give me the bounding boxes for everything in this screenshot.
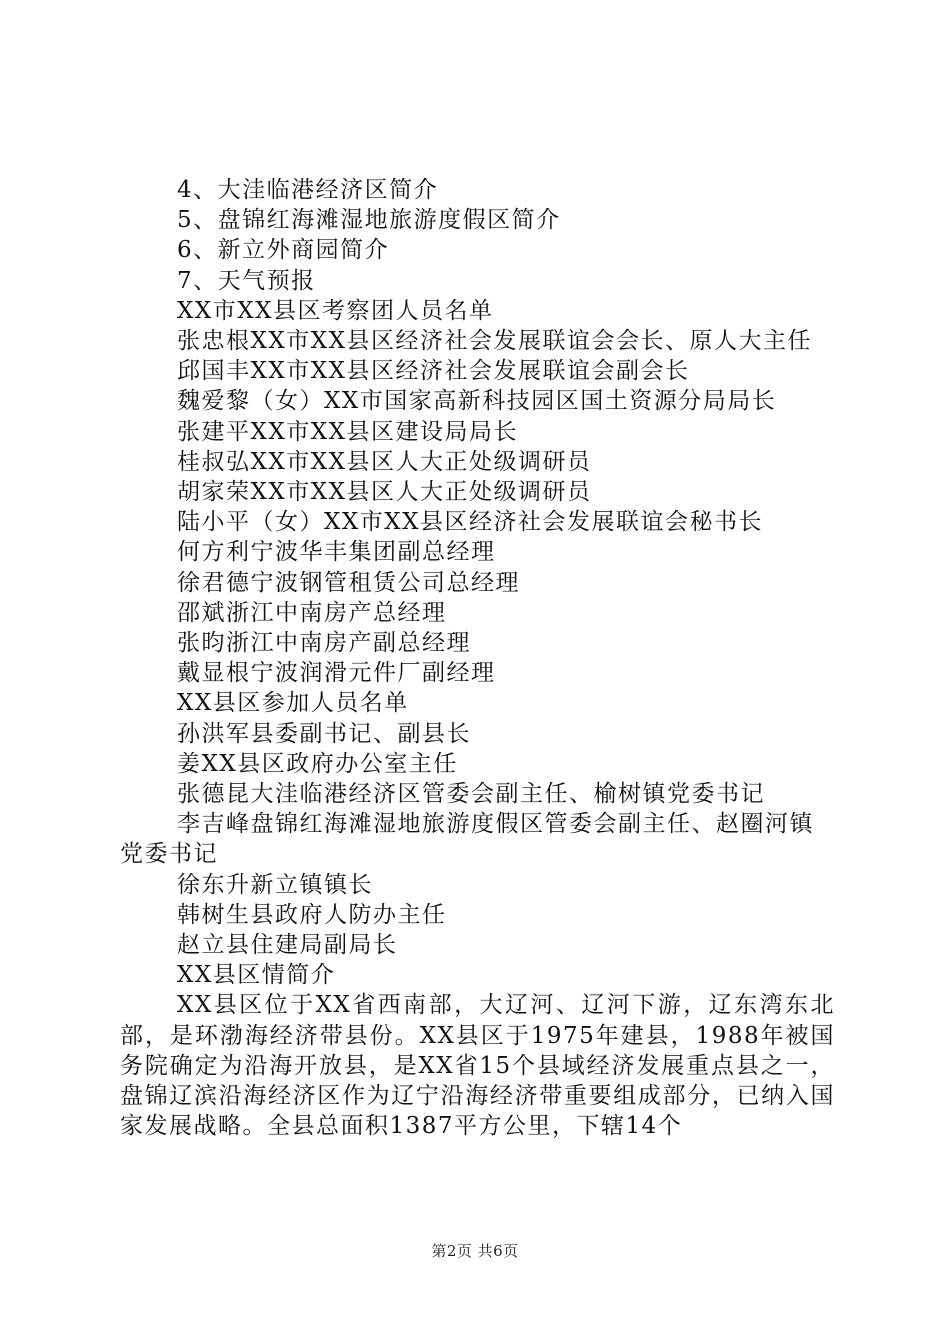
list-item: 张忠根XX市XX县区经济社会发展联谊会会长、原人大主任 bbox=[177, 328, 812, 355]
list-item: 戴显根宁波润滑元件厂副经理 bbox=[177, 660, 496, 687]
list-item: 何方利宁波华丰集团副总经理 bbox=[177, 539, 496, 566]
heading-county-profile: XX县区情简介 bbox=[177, 962, 336, 989]
list-item: 张德昆大洼临港经济区管委会副主任、榆树镇党委书记 bbox=[177, 781, 765, 808]
list-item: 邱国丰XX市XX县区经济社会发展联谊会副会长 bbox=[177, 358, 690, 385]
list-item: 徐东升新立镇镇长 bbox=[177, 871, 373, 898]
paragraph-county-profile: XX县区位于XX省西南部，大辽河、辽河下游，辽东湾东北部，是环渤海经济带县份。XX县区于1975年建县，1988年被国务院确定为沿海开放县，是XX省15个县域经济发展重点县之一，盘锦辽滨沿海经济区作为辽宁沿海经济带重要组成部分，已纳入国家发展战略。全县总面积1387平方公里，下辖14个 bbox=[120, 992, 835, 1140]
list-item: 陆小平（女）XX市XX县区经济社会发展联谊会秘书长 bbox=[177, 509, 763, 536]
paragraph-toc-7: 7、天气预报 bbox=[177, 267, 316, 294]
heading-delegation-list: XX市XX县区考察团人员名单 bbox=[177, 297, 494, 324]
paragraph-toc-6: 6、新立外商园简介 bbox=[177, 237, 390, 264]
list-item: 张昀浙江中南房产副总经理 bbox=[177, 630, 471, 657]
list-item: 徐君德宁波钢管租赁公司总经理 bbox=[177, 569, 520, 596]
list-item: 赵立县住建局副局长 bbox=[177, 932, 398, 959]
heading-participants-list: XX县区参加人员名单 bbox=[177, 690, 409, 717]
list-item: 魏爱黎（女）XX市国家高新科技园区国土资源分局局长 bbox=[177, 388, 777, 415]
list-item: 胡家荣XX市XX县区人大正处级调研员 bbox=[177, 479, 592, 506]
list-item: 姜XX县区政府办公室主任 bbox=[177, 750, 458, 777]
list-item: 邵斌浙江中南房产总经理 bbox=[177, 599, 447, 626]
document-body bbox=[120, 175, 835, 1142]
list-item: 李吉峰盘锦红海滩湿地旅游度假区管委会副主任、赵圈河镇党委书记 bbox=[120, 811, 814, 868]
list-item: 孙洪军县委副书记、副县长 bbox=[177, 720, 471, 747]
paragraph-toc-4: 4、大洼临港经济区简介 bbox=[177, 177, 439, 203]
paragraph-toc-5: 5、盘锦红海滩湿地旅游度假区简介 bbox=[177, 207, 561, 234]
list-item: 张建平XX市XX县区建设局局长 bbox=[177, 418, 518, 445]
list-item: 韩树生县政府人防办主任 bbox=[177, 901, 447, 928]
list-item: 桂叔弘XX市XX县区人大正处级调研员 bbox=[177, 448, 592, 475]
page-number-footer: 第2页 共6页 bbox=[431, 1242, 519, 1260]
